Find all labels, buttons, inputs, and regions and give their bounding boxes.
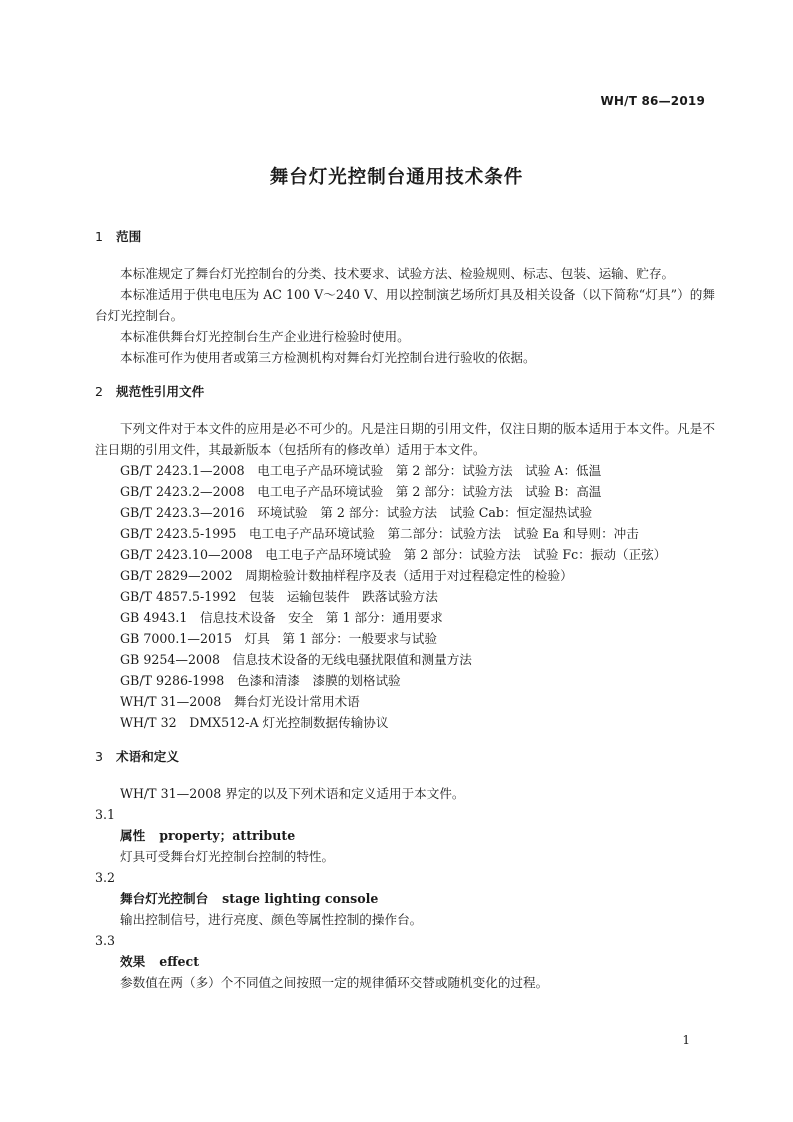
reference-item: GB/T 2423.10—2008 电工电子产品环境试验 第 2 部分：试验方法 试验 Fc：振动（正弦） (120, 547, 667, 562)
term-heading (95, 888, 715, 909)
reference-item: GB/T 4857.5-1992 包装 运输包装件 跌落试验方法 (120, 589, 438, 604)
section-1-heading (95, 226, 715, 247)
term-cn: 属性 (120, 828, 146, 843)
paragraph: 下列文件对于本文件的应用是必不可少的。凡是注日期的引用文件，仅注日期的版本适用于本文件。凡是不注日期的引用文件，其最新版本（包括所有的修改单）适用于本文件。 (95, 421, 715, 457)
document-title: 舞台灯光控制台通用技术条件 (269, 167, 524, 188)
reference-item: GB/T 9286-1998 色漆和清漆 漆膜的划格试验 (120, 673, 401, 688)
reference-item: GB/T 2423.1—2008 电工电子产品环境试验 第 2 部分：试验方法 试验 A：低温 (120, 463, 602, 478)
term-number: 3.3 (95, 933, 116, 948)
reference-item: GB 9254—2008 信息技术设备的无线电骚扰限值和测量方法 (120, 652, 472, 667)
term-number: 3.1 (95, 807, 116, 822)
reference-item: WH/T 32 DMX512-A 灯光控制数据传输协议 (120, 715, 389, 730)
reference-item: GB/T 2423.5-1995 电工电子产品环境试验 第二部分：试验方法 试验 Ea 和导则：冲击 (120, 526, 639, 541)
section-title: 范围 (116, 229, 142, 244)
section-number: 2 (95, 384, 104, 399)
term-number: 3.2 (95, 870, 116, 885)
reference-item: GB/T 2423.3—2016 环境试验 第 2 部分：试验方法 试验 Cab：恒定湿热试验 (120, 505, 593, 520)
reference-item: GB/T 2423.2—2008 电工电子产品环境试验 第 2 部分：试验方法 试验 B：高温 (120, 484, 602, 499)
term-en: property；attribute (159, 828, 296, 843)
page-number: 1 (682, 1033, 690, 1047)
section-2-heading (95, 381, 715, 402)
term-en: stage lighting console (222, 891, 379, 906)
paragraph: 本标准规定了舞台灯光控制台的分类、技术要求、试验方法、检验规则、标志、包装、运输、贮存。 (120, 266, 675, 281)
reference-item: GB 4943.1 信息技术设备 安全 第 1 部分：通用要求 (120, 610, 443, 625)
document-body (95, 226, 715, 993)
term-en: effect (159, 954, 200, 969)
term-cn: 效果 (120, 954, 146, 969)
section-title: 规范性引用文件 (116, 384, 205, 399)
term-definition: 灯具可受舞台灯光控制台控制的特性。 (120, 849, 335, 864)
section-3-heading (95, 746, 715, 767)
term-heading (95, 951, 715, 972)
section-number: 1 (95, 229, 104, 244)
paragraph: 本标准可作为使用者或第三方检测机构对舞台灯光控制台进行验收的依据。 (120, 350, 536, 365)
section-title: 术语和定义 (116, 749, 179, 764)
reference-item: GB/T 2829—2002 周期检验计数抽样程序及表（适用于对过程稳定性的检验） (120, 568, 573, 583)
term-heading (95, 825, 715, 846)
term-definition: 参数值在两（多）个不同值之间按照一定的规律循环交替或随机变化的过程。 (120, 975, 549, 990)
section-number: 3 (95, 749, 104, 764)
standard-number: WH/T 86—2019 (600, 94, 705, 108)
paragraph: WH/T 31—2008 界定的以及下列术语和定义适用于本文件。 (120, 786, 465, 801)
term-cn: 舞台灯光控制台 (120, 891, 209, 906)
reference-item: GB 7000.1—2015 灯具 第 1 部分：一般要求与试验 (120, 631, 437, 646)
paragraph: 本标准适用于供电电压为 AC 100 V～240 V、用以控制演艺场所灯具及相关设备（以下简称“灯具”）的舞台灯光控制台。 (95, 287, 715, 323)
paragraph: 本标准供舞台灯光控制台生产企业进行检验时使用。 (120, 329, 410, 344)
term-definition: 输出控制信号，进行亮度、颜色等属性控制的操作台。 (120, 912, 423, 927)
reference-item: WH/T 31—2008 舞台灯光设计常用术语 (120, 694, 360, 709)
